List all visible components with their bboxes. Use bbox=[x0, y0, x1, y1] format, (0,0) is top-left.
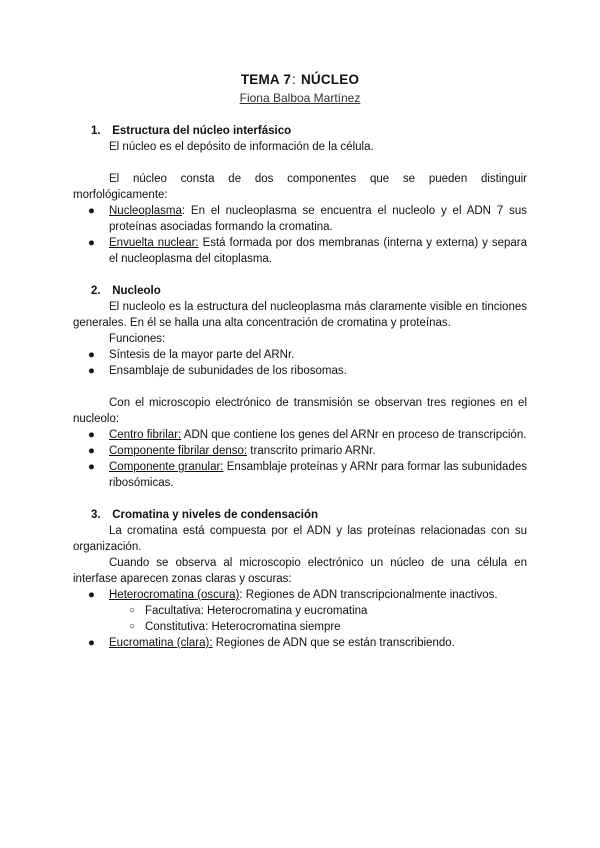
section-1-title: Estructura del núcleo interfásico bbox=[112, 125, 292, 137]
title-separator: : bbox=[292, 72, 296, 87]
list-item bbox=[73, 203, 527, 235]
section-3-paragraph-2: Cuando se observa al microscopio electrónico un núcleo de una célula en interfase aparecen zonas claras y oscuras: bbox=[73, 557, 527, 585]
document-body bbox=[73, 123, 527, 651]
title-topic: NÚCLEO bbox=[300, 72, 360, 87]
list-item bbox=[73, 427, 527, 443]
definition-text: ADN que contiene los genes del ARNr en proceso de transcripción. bbox=[181, 429, 527, 441]
function-text: Ensamblaje de subunidades de los ribosomas. bbox=[109, 365, 347, 377]
section-3-paragraph: La cromatina está compuesta por el ADN y las proteínas relacionadas con su organización. bbox=[73, 525, 527, 553]
section-3-number: 3. bbox=[91, 509, 101, 521]
definition-text: : En el nucleoplasma se encuentra el nucleolo y el ADN 7 sus proteínas asociadas formando la cromatina. bbox=[109, 205, 527, 233]
list-item bbox=[73, 347, 527, 363]
bullet-icon: ● bbox=[88, 429, 95, 441]
bullet-icon: ● bbox=[88, 205, 95, 217]
hollow-bullet-icon: ○ bbox=[128, 621, 136, 632]
title-main: TEMA 7 bbox=[240, 72, 292, 87]
section-1-paragraph: El núcleo consta de dos componentes que se pueden distinguir morfológicamente: bbox=[73, 173, 527, 201]
section-2-paragraph: El nucleolo es la estructura del nucleoplasma más claramente visible en tinciones generales. En él se halla una alta concentración de cromatina y proteínas. bbox=[73, 301, 527, 329]
bullet-icon: ● bbox=[88, 637, 95, 649]
definition-text: Está formada por dos membranas (interna y externa) y separa el nucleoplasma del citoplasma. bbox=[109, 237, 527, 265]
term-componente-granular: Componente granular: bbox=[109, 461, 224, 473]
list-item bbox=[73, 235, 527, 267]
bullet-icon: ● bbox=[88, 349, 95, 361]
term-eucromatina: Eucromatina (clara): bbox=[109, 637, 213, 649]
list-item bbox=[73, 587, 527, 603]
term-envuelta-nuclear: Envuelta nuclear: bbox=[109, 237, 199, 249]
functions-label: Funciones: bbox=[109, 333, 166, 345]
sub-list-item bbox=[73, 619, 527, 635]
definition-text: Ensamblaje proteínas y ARNr para formar las subunidades ribosómicas. bbox=[109, 461, 527, 489]
sub-item-text: Constitutiva: Heterocromatina siempre bbox=[145, 621, 341, 633]
term-nucleoplasma: Nucleoplasma bbox=[109, 205, 182, 217]
author-name: Fiona Balboa Martínez bbox=[239, 91, 361, 105]
section-2-heading bbox=[73, 283, 527, 299]
list-item bbox=[73, 443, 527, 459]
list-item bbox=[73, 363, 527, 379]
section-2-number: 2. bbox=[91, 285, 101, 297]
term-heterocromatina: Heterocromatina (oscura) bbox=[109, 589, 240, 601]
list-item bbox=[73, 635, 527, 651]
section-1-heading bbox=[73, 123, 527, 139]
function-text: Síntesis de la mayor parte del ARNr. bbox=[109, 349, 295, 361]
bullet-icon: ● bbox=[88, 445, 95, 457]
definition-text: Regiones de ADN que se están transcribiendo. bbox=[212, 637, 455, 649]
list-item bbox=[73, 459, 527, 491]
section-2-paragraph-2: Con el microscopio electrónico de transmisión se observan tres regiones en el nucleolo: bbox=[73, 397, 527, 425]
bullet-icon: ● bbox=[88, 365, 95, 377]
section-1-number: 1. bbox=[91, 125, 101, 137]
bullet-icon: ● bbox=[88, 237, 95, 249]
sub-list-item bbox=[73, 603, 527, 619]
term-componente-fibrilar-denso: Componente fibrilar denso: bbox=[109, 445, 248, 457]
term-centro-fibrilar: Centro fibrilar: bbox=[109, 429, 182, 441]
bullet-icon: ● bbox=[88, 589, 95, 601]
sub-item-text: Facultativa: Heterocromatina y eucromatina bbox=[145, 605, 368, 617]
section-1-intro: El núcleo es el depósito de información de la célula. bbox=[109, 141, 374, 153]
document-title bbox=[0, 72, 600, 87]
definition-text: : Regiones de ADN transcripcionalmente inactivos. bbox=[239, 589, 498, 601]
definition-text: transcrito primario ARNr. bbox=[247, 445, 376, 457]
section-2-title: Nucleolo bbox=[112, 285, 161, 297]
section-3-heading bbox=[73, 507, 527, 523]
hollow-bullet-icon: ○ bbox=[128, 605, 136, 616]
bullet-icon: ● bbox=[88, 461, 95, 473]
section-3-title: Cromatina y niveles de condensación bbox=[112, 509, 318, 521]
